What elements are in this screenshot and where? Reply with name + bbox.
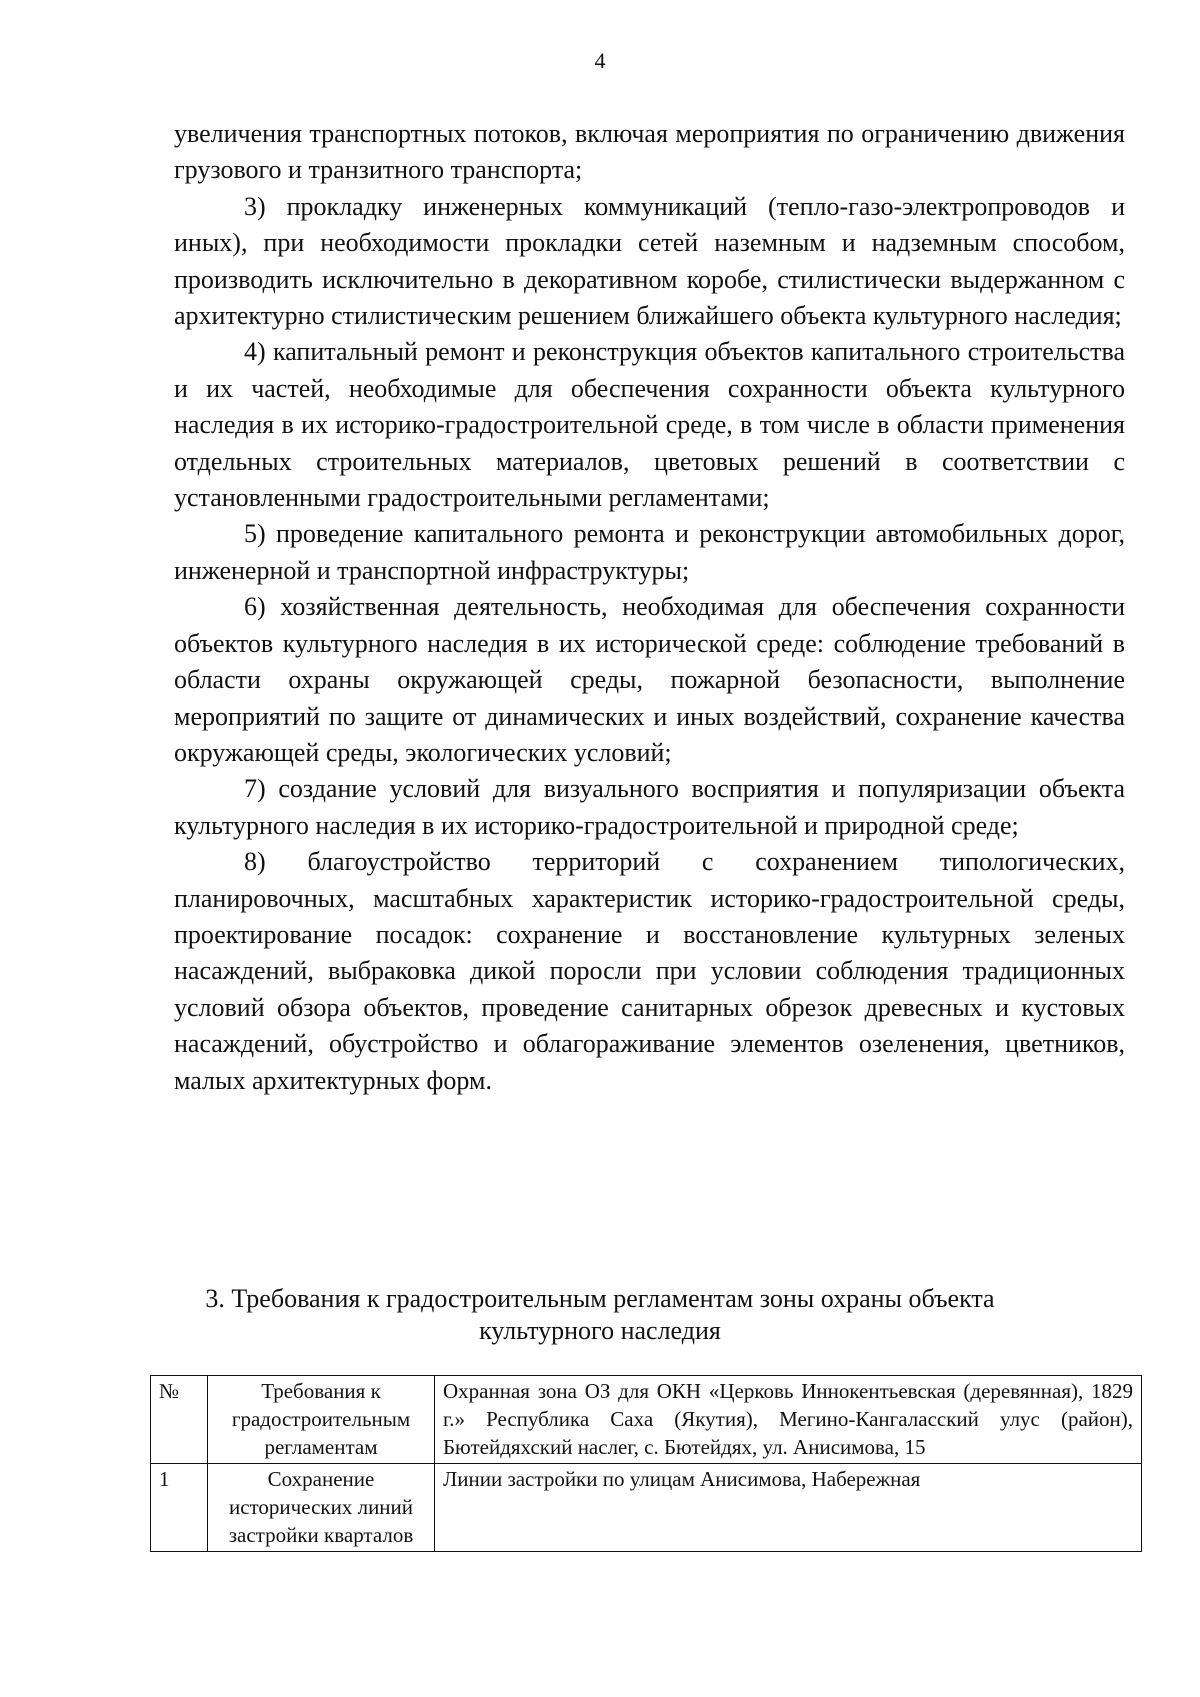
list-item-8: 8) благоустройство территорий с сохранением типологических, планировочных, масштабных характеристик историко-градостроительной среды, проектирование посадок: сохранение и восстановление культурных зеленых насаждений, выбраковка дикой поросли при условии соблюдения традиционных условий обзора объектов, проведение санитарных обрезок древесных и кустовых насаждений, обустройство и облагораживание элементов озеленения, цветников, малых архитектурных форм. (174, 847, 1125, 1095)
paragraph-continuation: увеличения транспортных потоков, включая мероприятия по ограничению движения грузового и транзитного транспорта; (174, 119, 1125, 185)
row-requirement: Сохранение исторических линий застройки кварталов (208, 1464, 435, 1552)
row-number: 1 (151, 1464, 208, 1552)
header-requirements: Требования к градостроительным регламентам (208, 1376, 435, 1464)
row-value: Линии застройки по улицам Анисимова, Набережная (435, 1464, 1142, 1552)
list-item-3: 3) прокладку инженерных коммуникаций (тепло-газо-электропроводов и иных), при необходимости прокладки сетей наземным и надземным способом, производить исключительно в декоративном коробе, стилистически выдержанном с архитектурно стилистическим решением ближайшего объекта культурного наследия; (174, 191, 1125, 331)
page-number: 4 (594, 48, 606, 73)
section-title: 3. Требования к градостроительным регламентам зоны охраны объекта культурного наследия (205, 1284, 995, 1345)
list-item-5: 5) проведение капитального ремонта и реконструкции автомобильных дорог, инженерной и транспортной инфраструктуры; (174, 519, 1125, 585)
header-number: № (151, 1376, 208, 1464)
list-item-6: 6) хозяйственная деятельность, необходимая для обеспечения сохранности объектов культурного наследия в их исторической среде: соблюдение требований в области охраны окружающей среды, пожарной безопасности, выполнение мероприятий по защите от динамических и иных воздействий, сохранение качества окружающей среды, экологических условий; (174, 592, 1125, 767)
table-header-row (151, 1376, 1142, 1464)
list-item-7: 7) создание условий для визуального восприятия и популяризации объекта культурного наследия в их историко-градостроительной и природной среде; (174, 774, 1125, 840)
body-text (174, 116, 1125, 1099)
requirements-table (150, 1375, 1142, 1552)
list-item-4: 4) капитальный ремонт и реконструкция объектов капитального строительства и их частей, необходимые для обеспечения сохранности объекта культурного наследия в их историко-градостроительной среде, в том числе в области применения отдельных строительных материалов, цветовых решений в соответствии с установленными градостроительными регламентами; (174, 337, 1125, 513)
header-protection-zone: Охранная зона ОЗ для ОКН «Церковь Иннокентьевская (деревянная), 1829 г.» Республика Саха (Якутия), Мегино-Кангаласский улус (район), Бютейдяхский наслег, с. Бютейдях, ул. Анисимова, 15 (435, 1376, 1142, 1464)
table-row (151, 1464, 1142, 1552)
